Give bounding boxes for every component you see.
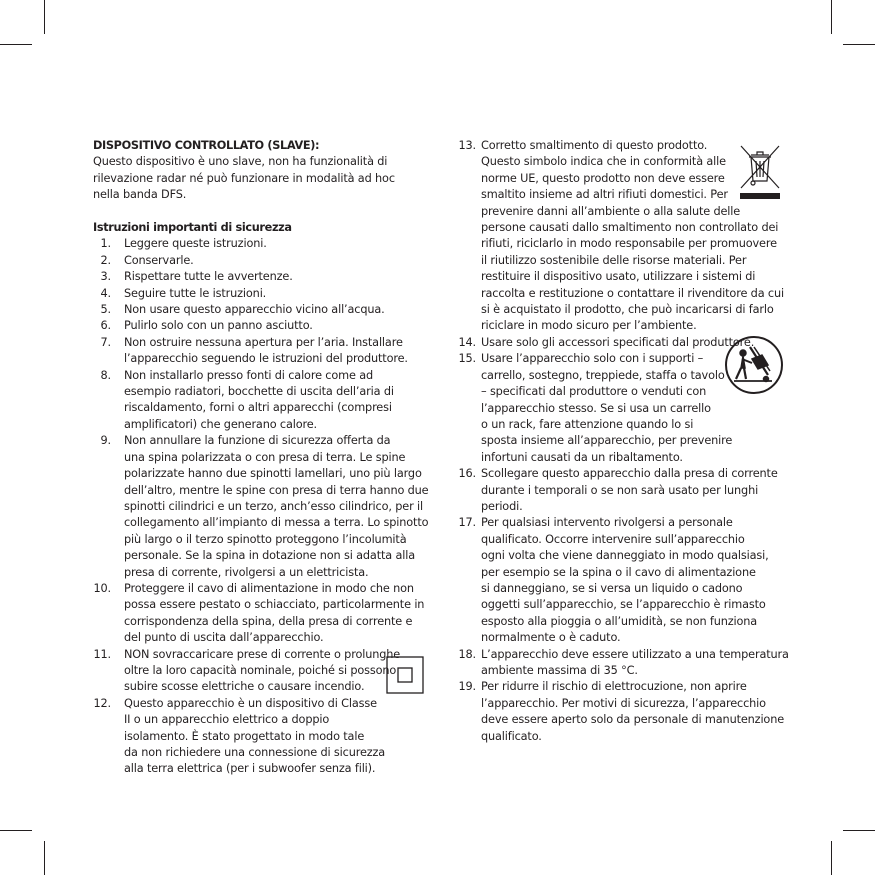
crop-mark-bottom-left-vertical — [44, 841, 45, 875]
list-item-line: – specificati dal produttore o venduti con — [481, 385, 707, 399]
list-item-line: Proteggere il cavo di alimentazione in modo che non — [124, 581, 414, 595]
double-square-icon — [386, 656, 424, 694]
list-item-line: raccolta e restituzione o contattare il rivenditore da cui — [481, 286, 784, 300]
list-item-line: il riutilizzo sostenibile delle risorse materiali. Per — [481, 253, 747, 267]
list-item-line: si è acquistato il prodotto, che può incaricarsi di farlo — [481, 303, 774, 317]
crop-mark-bottom-right-vertical — [831, 841, 832, 875]
list-item-line: Non annullare la funzione di sicurezza offerta da — [124, 434, 391, 448]
list-item — [456, 647, 789, 680]
list-item — [93, 368, 438, 434]
intro-line: Questo dispositivo è uno slave, non ha funzionalità di — [93, 155, 388, 169]
list-item-line: una spina polarizzata o con presa di terra. Le spine — [124, 450, 406, 464]
list-item — [93, 696, 438, 778]
list-item-line: L’apparecchio deve essere utilizzato a una temperatura — [481, 647, 789, 661]
list-item-number: 3. — [100, 270, 111, 284]
list-item — [456, 515, 786, 646]
list-item-line: presa di corrente, rivolgersi a un elettricista. — [124, 565, 369, 579]
list-item-line: norme UE, questo prodotto non deve essere — [481, 171, 725, 185]
list-item — [93, 286, 438, 302]
crop-mark-top-right-vertical — [831, 0, 832, 34]
list-item-line: deve essere aperto solo da personale di manutenzione — [481, 713, 785, 727]
list-item-line: II o un apparecchio elettrico a doppio — [124, 713, 330, 727]
list-item — [456, 679, 786, 745]
list-item-line: Rispettare tutte le avvertenze. — [124, 270, 293, 284]
list-item-line: Scollegare questo apparecchio dalla presa di corrente — [481, 467, 778, 481]
list-item-number: 8. — [100, 368, 111, 382]
list-item — [93, 433, 438, 581]
list-item — [456, 466, 786, 515]
list-item-line: o un rack, fare attenzione quando lo si — [481, 417, 694, 431]
list-item-line: riciclare in modo sicuro per l’ambiente. — [481, 319, 697, 333]
list-item-number: 19. — [458, 680, 476, 694]
list-item-line: l’apparecchio. Per motivi di sicurezza, l’apparecchio — [481, 696, 766, 710]
list-item-line: l’apparecchio seguendo le istruzioni del produttore. — [124, 352, 408, 366]
list-item-line: corrispondenza della spina, della presa di corrente e — [124, 614, 413, 628]
list-item-line: Usare l’apparecchio solo con i supporti – — [481, 352, 704, 366]
list-item-line: NON sovraccaricare prese di corrente o prolunghe — [124, 647, 401, 661]
list-item-line: restituire il dispositivo usato, utilizzare i sistemi di — [481, 270, 756, 284]
list-item-line: oltre la loro capacità nominale, poiché si possono — [124, 663, 397, 677]
slave-intro — [93, 154, 438, 203]
list-item-number: 14. — [458, 335, 476, 349]
list-item-number: 12. — [93, 696, 111, 710]
list-item-line: alla terra elettrica (per i subwoofer senza fili). — [124, 762, 376, 776]
list-item-line: Pulirlo solo con un panno asciutto. — [124, 319, 313, 333]
list-item — [93, 335, 438, 368]
list-item-number: 10. — [93, 581, 111, 595]
list-item-line: oggetti sull’apparecchio, se l’apparecchio è rimasto — [481, 598, 766, 612]
list-item-number: 7. — [100, 335, 111, 349]
list-item-number: 15. — [458, 352, 476, 366]
safety-heading: Istruzioni importanti di sicurezza — [93, 221, 292, 235]
list-item-line: durante i temporali o se non sarà usato per lunghi — [481, 483, 759, 497]
list-item-number: 4. — [100, 286, 111, 300]
list-item-line: personale. Se la spina in dotazione non si adatta alla — [124, 549, 416, 563]
list-item-line: Questo simbolo indica che in conformità alle — [481, 155, 726, 169]
right-column — [456, 138, 789, 745]
list-item-number: 18. — [458, 647, 476, 661]
list-item-line: Corretto smaltimento di questo prodotto. — [481, 139, 708, 152]
list-item-line: riscaldamento, forni o altri apparecchi (compresi — [124, 401, 392, 415]
list-item-line: sposta insieme all’apparecchio, per prevenire — [481, 434, 733, 448]
crop-mark-bottom-left-horizontal — [0, 830, 32, 831]
list-item-line: possa essere pestato o schiacciato, particolarmente in — [124, 598, 425, 612]
list-item-line: Leggere queste istruzioni. — [124, 237, 267, 251]
list-item-line: carrello, sostegno, treppiede, staffa o tavolo — [481, 368, 725, 382]
list-item-line: qualificato. — [481, 729, 542, 743]
crossed-bin-icon — [738, 143, 782, 201]
list-item-line: Conservarle. — [124, 253, 194, 267]
cart-tip-over-warning-icon — [724, 335, 784, 395]
crop-mark-top-right-horizontal — [843, 44, 875, 45]
list-item-line: collegamento all’impianto di messa a terra. Lo spinotto — [124, 516, 429, 530]
list-item-line: qualificato. Occorre intervenire sull’apparecchio — [481, 532, 745, 546]
list-item-line: Usare solo gli accessori specificati dal produttore. — [481, 335, 755, 349]
slave-heading: DISPOSITIVO CONTROLLATO (SLAVE): — [93, 139, 320, 152]
safety-list-left — [93, 236, 438, 777]
list-item-line: esempio radiatori, bocchette di uscita dell’aria di — [124, 385, 394, 399]
crop-mark-top-left-vertical — [44, 0, 45, 34]
list-item-line: Non usare questo apparecchio vicino all’acqua. — [124, 303, 385, 317]
list-item-line: per esempio se la spina o il cavo di alimentazione — [481, 565, 756, 579]
safety-list-right — [456, 138, 789, 745]
crop-mark-bottom-right-horizontal — [843, 830, 875, 831]
list-item — [93, 269, 438, 285]
list-item — [93, 302, 438, 318]
list-item — [93, 318, 438, 334]
list-item-number: 11. — [93, 647, 111, 661]
list-item-line: ambiente massima di 35 °C. — [481, 664, 638, 677]
list-item-number: 16. — [458, 467, 476, 481]
list-item-line: dell’altro, mentre le spine con presa di terra hanno due — [124, 483, 429, 497]
list-item-line: polarizzate hanno due spinotti lamellari, uno più largo — [124, 467, 422, 481]
list-item-line: Non installarlo presso fonti di calore come ad — [124, 368, 374, 382]
list-item-line: prevenire danni all’ambiente o alla salute delle — [481, 204, 741, 218]
list-item-number: 1. — [100, 237, 111, 251]
list-item-line: subire scosse elettriche o causare incendio. — [124, 680, 365, 694]
intro-line: rilevazione radar né può funzionare in modalità ad hoc — [93, 171, 395, 185]
list-item-line: periodi. — [481, 499, 523, 513]
list-item-line: isolamento. È stato progettato in modo tale — [124, 729, 365, 743]
list-item-line: più largo o il terzo spinotto proteggono l’incolumità — [124, 532, 407, 546]
list-item — [93, 236, 438, 252]
list-item — [93, 581, 438, 647]
list-item-number: 2. — [100, 253, 111, 267]
list-item-line: Per qualsiasi intervento rivolgersi a personale — [481, 516, 733, 530]
list-item-line: ogni volta che viene danneggiato in modo qualsiasi, — [481, 549, 769, 563]
list-item-line: normalmente o è caduto. — [481, 631, 621, 645]
list-item-number: 13. — [458, 139, 476, 152]
list-item-line: Non ostruire nessuna apertura per l’aria. Installare — [124, 335, 403, 349]
list-item-line: si danneggiano, se si versa un liquido o cadono — [481, 581, 743, 595]
list-item-number: 5. — [100, 303, 111, 317]
list-item-line: infortuni causati da un ribaltamento. — [481, 450, 683, 464]
list-item — [93, 253, 438, 269]
list-item-number: 17. — [458, 516, 476, 530]
list-item-line: persone causati dallo smaltimento non controllato dei — [481, 221, 779, 235]
list-item-line: Questo apparecchio è un dispositivo di Classe — [124, 696, 377, 710]
list-item-line: l’apparecchio stesso. Se si usa un carrello — [481, 401, 711, 415]
intro-line: nella banda DFS. — [93, 188, 187, 202]
list-item-number: 9. — [100, 434, 111, 448]
list-item-line: del punto di uscita dall’apparecchio. — [124, 631, 324, 645]
crop-mark-top-left-horizontal — [0, 44, 32, 45]
list-item-line: spinotti cilindrici e un terzo, anch’esso cilindrico, per il — [124, 499, 423, 513]
list-item-number: 6. — [100, 319, 111, 333]
list-item-line: Seguire tutte le istruzioni. — [124, 286, 267, 300]
list-item-line: rifiuti, riciclarlo in modo responsabile per promuovere — [481, 237, 777, 251]
list-item-line: smaltito insieme ad altri rifiuti domestici. Per — [481, 188, 728, 202]
list-item — [456, 138, 786, 335]
list-item-line: amplificatori) che generano calore. — [124, 417, 317, 431]
list-item-line: esposto alla pioggia o all’umidità, se non funziona — [481, 614, 758, 628]
list-item-line: da non richiedere una connessione di sicurezza — [124, 746, 386, 760]
list-item-line: Per ridurre il rischio di elettrocuzione, non aprire — [481, 680, 747, 694]
